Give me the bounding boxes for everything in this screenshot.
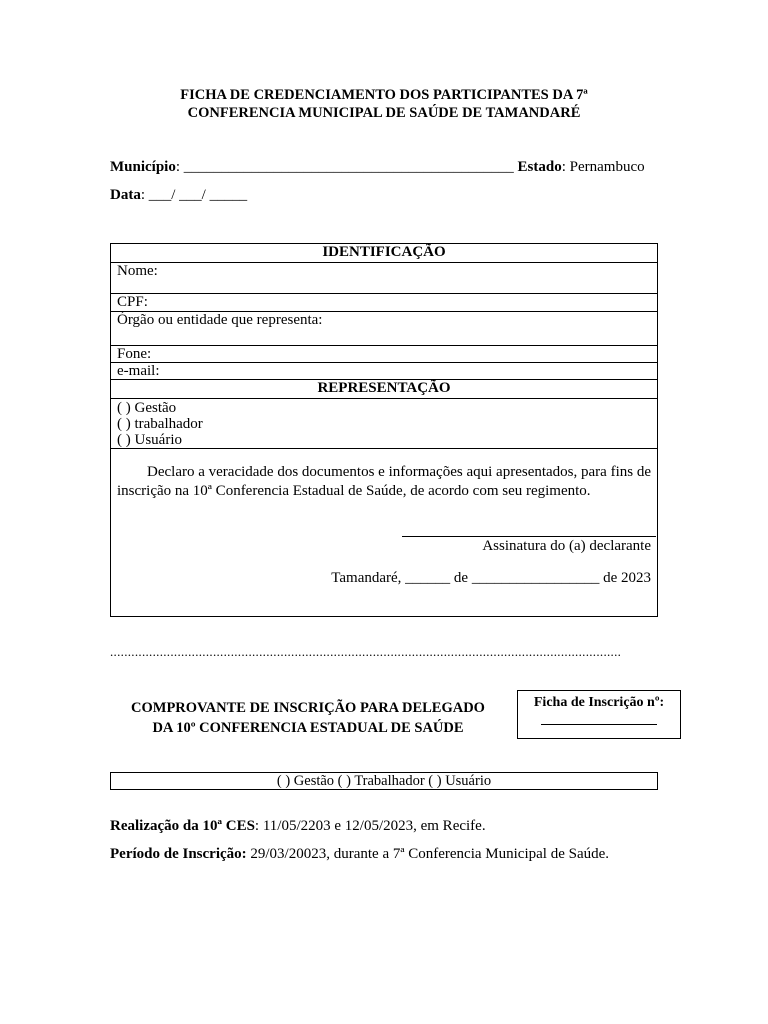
- realizacao-line: [110, 818, 486, 835]
- option-trabalhador[interactable]: ( ) trabalhador: [117, 416, 203, 432]
- signature-label: Assinatura do (a) declarante: [482, 538, 651, 554]
- fone-field[interactable]: Fone:: [111, 346, 657, 363]
- form-title-line1: FICHA DE CREDENCIAMENTO DOS PARTICIPANTES DA 7ª: [180, 87, 588, 103]
- periodo-line: [110, 846, 609, 863]
- data-field[interactable]: : ___/ ___/ _____: [140, 187, 248, 203]
- municipio-label: Município: [110, 159, 176, 175]
- identification-table: [110, 243, 658, 617]
- option-gestao[interactable]: ( ) Gestão: [117, 400, 177, 416]
- representacao-comprovante[interactable]: ( ) Gestão ( ) Trabalhador ( ) Usuário: [110, 772, 658, 790]
- form-title: [110, 86, 658, 122]
- declaracao-text: Declaro a veracidade dos documentos e informações aqui apresentados, para fins de inscrição na 10ª Conferencia Estadual de Saúde, de acordo com seu regimento.: [117, 464, 651, 499]
- realizacao-value: : 11/05/2203 e 12/05/2023, em Recife.: [254, 818, 486, 834]
- periodo-value: 29/03/20023, durante a 7ª Conferencia Municipal de Saúde.: [246, 846, 610, 862]
- estado-value: : Pernambuco: [561, 159, 645, 175]
- data-line: [110, 187, 247, 204]
- municipio-line: [110, 159, 645, 176]
- cpf-field[interactable]: CPF:: [111, 294, 657, 312]
- estado-label: Estado: [517, 159, 562, 175]
- ficha-inscricao-box: [517, 690, 681, 739]
- ficha-label: Ficha de Inscrição nº:: [533, 695, 665, 710]
- representacao-header: REPRESENTAÇÃO: [111, 380, 657, 399]
- comprovante-title: [112, 698, 504, 738]
- orgao-field[interactable]: Órgão ou entidade que representa:: [111, 312, 657, 346]
- representacao-options: [111, 399, 657, 449]
- comprovante-title-line1: COMPROVANTE DE INSCRIÇÃO PARA DELEGADO: [131, 700, 485, 716]
- form-title-line2: CONFERENCIA MUNICIPAL DE SAÚDE DE TAMANDARÉ: [187, 105, 581, 121]
- comprovante-title-line2: DA 10º CONFERENCIA ESTADUAL DE SAÚDE: [152, 720, 464, 736]
- realizacao-label: Realização da 10ª CES: [110, 818, 255, 834]
- periodo-label: Período de Inscrição:: [110, 846, 247, 862]
- declaracao-block: [111, 449, 657, 616]
- email-field[interactable]: e-mail:: [111, 363, 657, 380]
- cut-separator: ................................................................................................................................................: [110, 644, 622, 659]
- nome-field[interactable]: Nome:: [111, 263, 657, 294]
- place-date: Tamandaré, ______ de _________________ de 2023: [331, 570, 651, 586]
- ficha-number-line[interactable]: [541, 724, 657, 725]
- municipio-field[interactable]: : ____________________________________________: [175, 159, 518, 175]
- data-label: Data: [110, 187, 141, 203]
- identificacao-header: IDENTIFICAÇÃO: [111, 244, 657, 263]
- option-usuario[interactable]: ( ) Usuário: [117, 432, 182, 448]
